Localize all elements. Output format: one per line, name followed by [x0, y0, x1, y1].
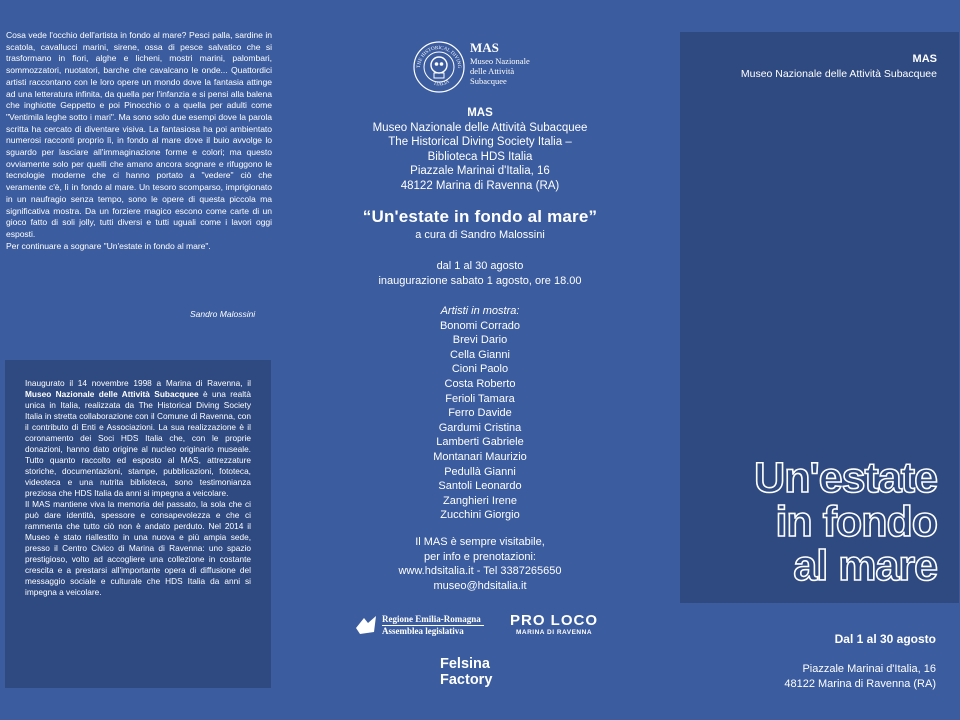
- visit-info: [320, 535, 640, 593]
- mas-logo: [412, 34, 552, 100]
- felsina-line-1: Felsina: [440, 656, 490, 672]
- email-link[interactable]: museo@hdsitalia.it: [433, 579, 527, 592]
- seal-text: THE HISTORICAL DIVING: [416, 45, 462, 69]
- address-line: Biblioteca HDS Italia: [427, 150, 533, 163]
- logo-line-1: Museo Nazionale: [470, 56, 530, 66]
- intro-text: [6, 30, 272, 252]
- regione-line-2: Assemblea legislativa: [382, 626, 464, 636]
- artist-name: Zucchini Giorgio: [440, 509, 520, 522]
- history-part-b: è una realtà unica in Italia, realizzata da The Historical Diving Society Italia in stretta collaborazione con il Comune di Ravenna, con il contributo di Enti e Associazioni. La sua realizzazione è il coronamento dei Soci HDS Italia che, con le proprie donazioni, hanno dato origine al nucleo originario museale. Tutto quanto raccolto ed esposto al MAS, attrezzature storiche, documentazioni, stampe, pubblicazioni, fototeca, videoteca e una nutrita biblioteca, sono testimonianza preziosa che HDS Italia da anni si impegna a veicolare.: [25, 389, 251, 498]
- intro-signature: Sandro Malossini: [190, 309, 256, 319]
- website-link[interactable]: www.hdsitalia.it - Tel 3387265650: [398, 565, 562, 578]
- address-title: MAS: [467, 107, 493, 119]
- cover-title-line: Un'estate: [754, 454, 937, 502]
- artist-name: Gardumi Cristina: [438, 421, 522, 434]
- address-line: The Historical Diving Society Italia –: [388, 136, 572, 148]
- dates-text: dal 1 al 30 agosto: [436, 260, 524, 272]
- exhibition-dates: [320, 259, 640, 289]
- museum-name-bold: Museo Nazionale delle Attività Subacquee: [25, 389, 199, 399]
- svg-text:ITALIA: [433, 79, 450, 87]
- seal-bottom-text: ITALIA: [433, 79, 451, 88]
- cover-title-line: in fondo: [775, 498, 937, 546]
- pro-loco-subtitle: MARINA DI RAVENNA: [515, 629, 593, 636]
- logo-line-2: delle Attività: [470, 66, 515, 76]
- cover-museum-name: Museo Nazionale delle Attività Subacquee: [740, 68, 937, 80]
- regione-logo-divider: [382, 625, 484, 626]
- visit-line: Il MAS è sempre visitabile,: [415, 536, 545, 548]
- cover-title-line: al mare: [793, 542, 937, 590]
- cover-address-line: 48122 Marina di Ravenna (RA): [784, 678, 936, 690]
- cover-big-title: [754, 456, 937, 588]
- regione-line-1: Regione Emilia-Romagna: [382, 614, 481, 624]
- artist-name: Cioni Paolo: [451, 363, 509, 376]
- logo-mas: MAS: [470, 40, 499, 55]
- history-part-a: Inaugurato il 14 novembre 1998 a Marina di Ravenna, il: [25, 378, 251, 388]
- history-text: [25, 378, 251, 598]
- middle-panel: [320, 0, 640, 720]
- artist-name: Montanari Maurizio: [433, 450, 527, 463]
- pro-loco-logo: [510, 612, 598, 636]
- history-box: [5, 360, 271, 688]
- logo-line-3: Subacquee: [470, 76, 507, 86]
- exhibition-curator: a cura di Sandro Malossini: [415, 229, 545, 241]
- artists-list: [320, 304, 640, 523]
- address-line: Piazzale Marinai d'Italia, 16: [410, 165, 550, 177]
- address-line: Museo Nazionale delle Attività Subacquee: [372, 121, 588, 134]
- cover-mas: MAS: [912, 53, 937, 65]
- intro-closing: Per continuare a sognare "Un'estate in fondo al mare".: [6, 240, 211, 251]
- artist-name: Brevi Dario: [452, 334, 508, 347]
- exhibition-title: “Un'estate in fondo al mare”: [362, 207, 598, 226]
- artist-name: Zanghieri Irene: [443, 494, 517, 507]
- history-paragraph-2: Il MAS mantiene viva la memoria del passato, la sola che ci può dare identità, spessore e consapevolezza e che ci rammenta che tutto ciò non è andato perduto. Nel 2014 il Museo è stato riallestito in una nuova e più ampia sede, presso il Centro Civico di Marina di Ravenna: uno spazio prestigioso, volto ad accogliere una collezione in costante crescita e a prestarsi all'importante opera di diffusione del messaggio sociale e culturale che HDS Italia da anni si impegna a veicolare.: [25, 499, 251, 597]
- artist-name: Cella Gianni: [450, 348, 510, 361]
- cover-date: Dal 1 al 30 agosto: [834, 632, 936, 646]
- artist-name: Lamberti Gabriele: [436, 436, 524, 449]
- artist-name: Santoli Leonardo: [438, 480, 522, 493]
- museum-address: [320, 106, 640, 193]
- cover-address: [784, 662, 936, 692]
- visit-line: per info e prenotazioni:: [424, 550, 536, 563]
- address-line: 48122 Marina di Ravenna (RA): [400, 179, 560, 192]
- left-panel: [0, 0, 320, 720]
- artist-name: Bonomi Corrado: [439, 319, 521, 332]
- felsina-line-2: Factory: [440, 672, 493, 688]
- history-paragraph-1: [25, 378, 251, 499]
- artist-name: Pedullà Gianni: [444, 465, 516, 478]
- cover-panel: [640, 0, 960, 720]
- opening-text: inaugurazione sabato 1 agosto, ore 18.00: [378, 275, 582, 287]
- artists-label: Artisti in mostra:: [440, 305, 520, 317]
- artist-name: Ferioli Tamara: [445, 392, 515, 405]
- cover-title-box: [680, 32, 959, 603]
- regione-emilia-romagna-logo-icon: [354, 614, 378, 636]
- diver-seal-icon: [412, 34, 466, 100]
- artist-name: Costa Roberto: [444, 377, 516, 390]
- pro-loco-title: PRO LOCO: [510, 612, 599, 629]
- cover-address-line: Piazzale Marinai d'Italia, 16: [802, 663, 936, 675]
- felsina-factory-logo: [440, 656, 492, 688]
- artist-name: Ferro Davide: [448, 407, 512, 420]
- intro-paragraph: Cosa vede l'occhio dell'artista in fondo al mare? Pesci palla, sardine in scatola, cavallucci marini, sirene, ossa di pesce salvatico che si trasformano in fiori, alghe e licheni, mostri marini, palombari, sommozzatori, nuotatori, barche che cavalcano le onde... Quattordici artisti raccontano con le loro opere un mondo dove la fantasia attinge ad una letteratura infinita, da quella per l'infanzia e si pensi alla balena che inghiotte Geppetto e poi Pinocchio o a quella per adulti come "Ventimila leghe sotto i mari". Ma sono solo due esempi dove la parola scritta ha cercato di diventare visiva. La fantasiosa ha poi ambientato numerosi racconti proprio lì, in fondo al mare dove il buio avvolge lo sguardo per lasciare all'immaginazione forme e colori; ma questo ovviamente solo per quelli che amano ancora sognare e rifuggono le tecnologie moderne che ci hanno portato a "vedere" ciò che veramente c'è, lì in fondo al mare. Un tesoro scomparso, imprigionato in un naufragio senza tempo, sono le opere di questa piccola ma significativa mostra. Da un forziere magico escono come carte di un gioco fatto di soli jolly, tutti diversi e tutti uguali come i lavori oggi esposti.: [6, 30, 272, 239]
